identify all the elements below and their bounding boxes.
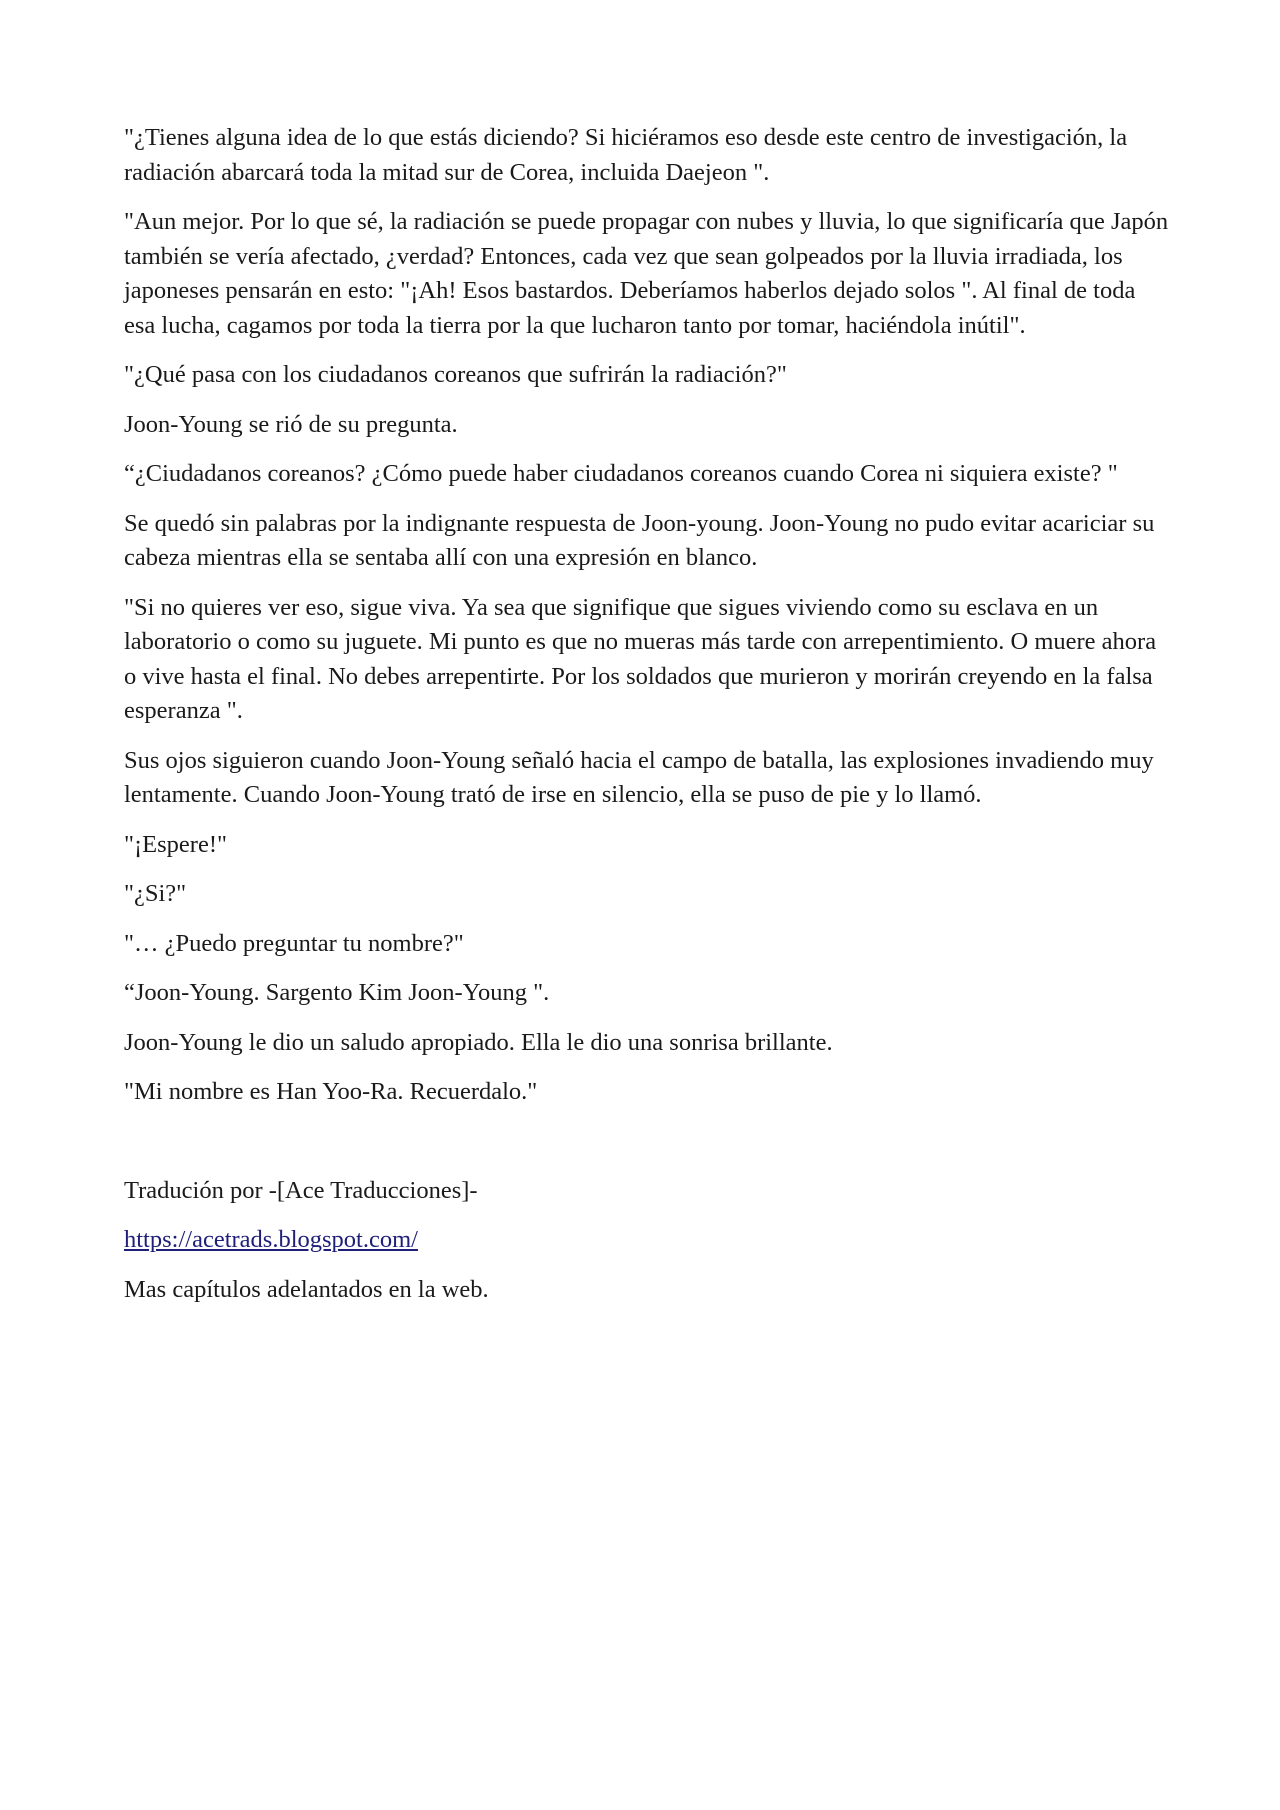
paragraph-3: "¿Qué pasa con los ciudadanos coreanos que sufrirán la radiación?" <box>124 361 787 388</box>
translator-credit: Tradución por -[Ace Traducciones]- <box>124 1176 478 1204</box>
translator-link-line <box>124 1223 1170 1258</box>
footer-note: Mas capítulos adelantados en la web. <box>124 1275 489 1303</box>
paragraph-10: "¿Si?" <box>124 880 187 907</box>
paragraph-5: “¿Ciudadanos coreanos? ¿Cómo puede haber ciudadanos coreanos cuando Corea ni siquiera existe? " <box>124 460 1118 487</box>
translator-website-link[interactable]: https://acetrads.blogspot.com/ <box>124 1226 418 1253</box>
paragraph-9: "¡Espere!" <box>124 830 227 858</box>
paragraph-4: Joon-Young se rió de su pregunta. <box>124 410 458 438</box>
paragraph-2: "Aun mejor. Por lo que sé, la radiación se puede propagar con nubes y lluvia, lo que significaría que Japón también se vería afectado, ¿verdad? Entonces, cada vez que sean golpeados por la lluvia irradiada, los japoneses pensarán en esto: "¡Ah! Esos bastardos. Deberíamos haberlos dejado solos ". Al final de toda esa lucha, cagamos por toda la tierra por la que lucharon tanto por tomar, haciéndola inútil". <box>124 208 1169 339</box>
paragraph-8: Sus ojos siguieron cuando Joon-Young señaló hacia el campo de batalla, las explosiones invadiendo muy lentamente. Cuando Joon-Young trató de irse en silencio, ella se puso de pie y lo llamó. <box>124 746 1154 808</box>
paragraph-7: "Si no quieres ver eso, sigue viva. Ya sea que signifique que sigues viviendo como su esclava en un laboratorio o como su juguete. Mi punto es que no mueras más tarde con arrepentimiento. O muere ahora o vive hasta el final. No debes arrepentirte. Por los soldados que murieron y morirán creyendo en la falsa esperanza ". <box>124 593 1157 724</box>
paragraph-11: "… ¿Puedo preguntar tu nombre?" <box>124 929 464 957</box>
document-body <box>124 121 1170 1307</box>
paragraph-13: Joon-Young le dio un saludo apropiado. Ella le dio una sonrisa brillante. <box>124 1028 833 1056</box>
paragraph-1: "¿Tienes alguna idea de lo que estás diciendo? Si hiciéramos eso desde este centro de investigación, la radiación abarcará toda la mitad sur de Corea, incluida Daejeon ". <box>124 124 1128 186</box>
paragraph-6: Se quedó sin palabras por la indignante respuesta de Joon-young. Joon-Young no pudo evitar acariciar su cabeza mientras ella se sentaba allí con una expresión en blanco. <box>124 509 1155 571</box>
paragraph-14: "Mi nombre es Han Yoo-Ra. Recuerdalo." <box>124 1078 538 1105</box>
paragraph-12: “Joon-Young. Sargento Kim Joon-Young ". <box>124 979 550 1006</box>
